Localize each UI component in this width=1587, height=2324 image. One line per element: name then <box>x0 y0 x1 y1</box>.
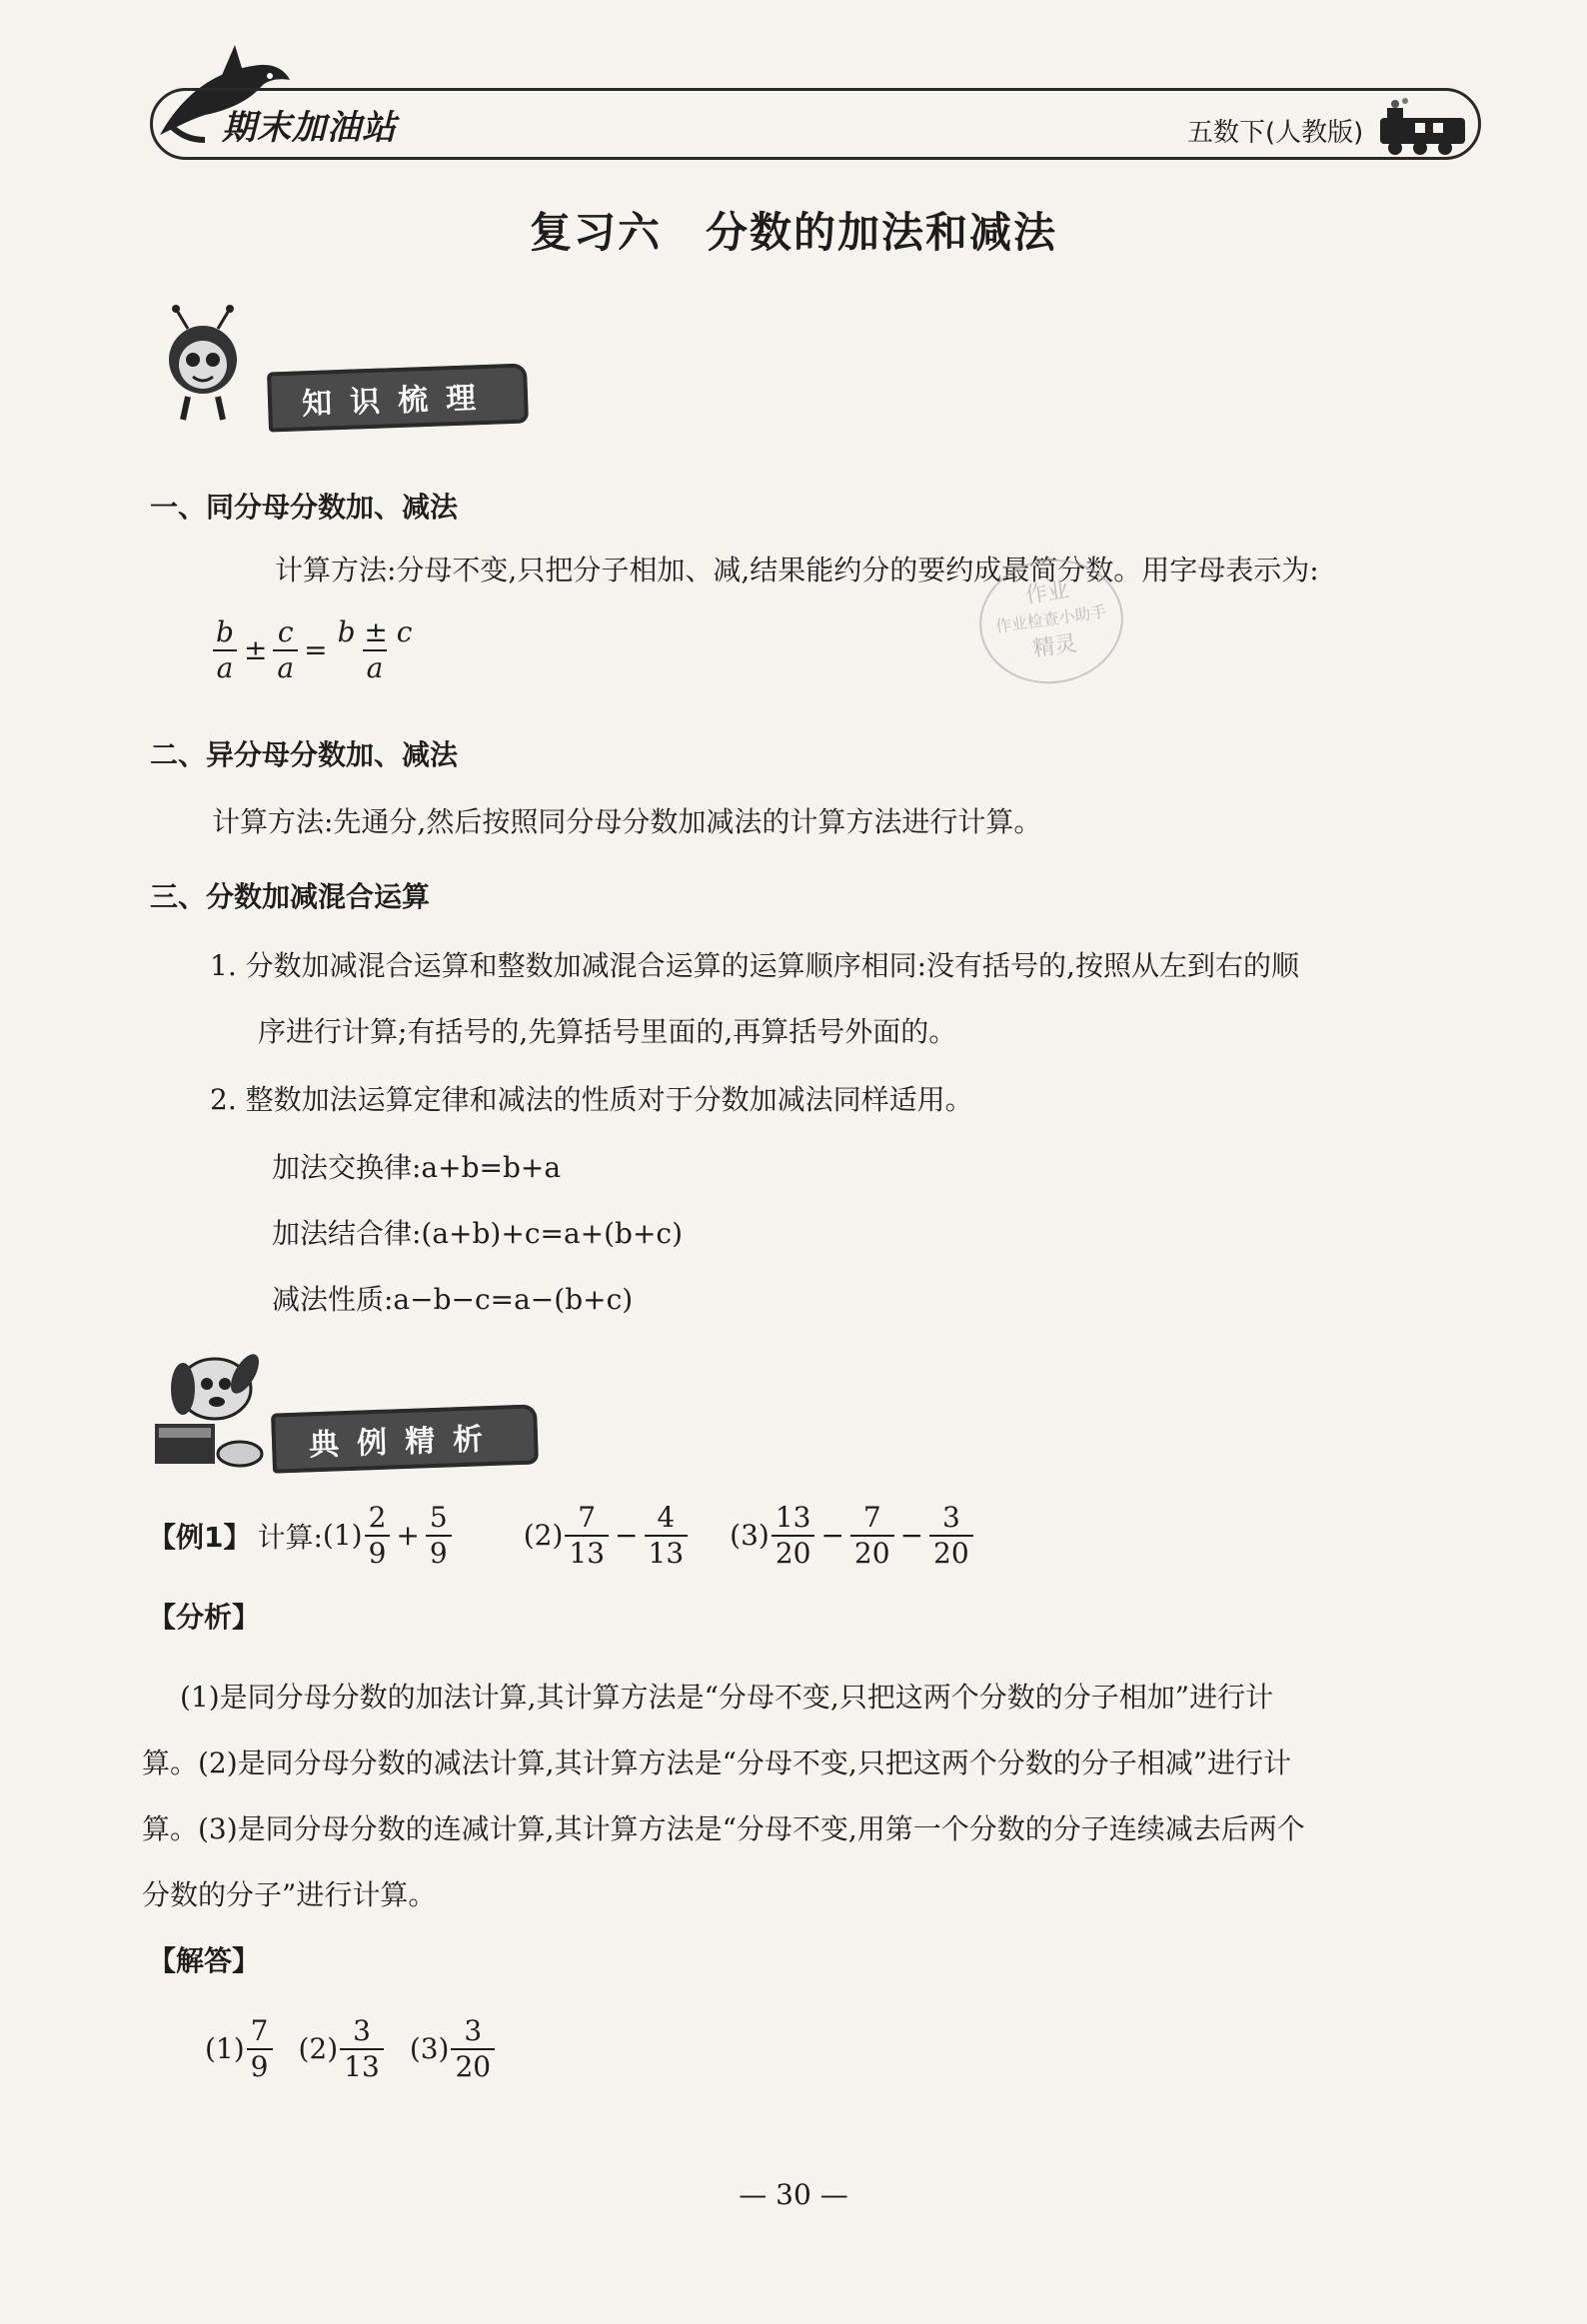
heading-mixed-operations: 三、分数加减混合运算 <box>150 880 431 913</box>
page-number: — 30 — <box>739 2178 848 2211</box>
answer-2-label: (2) <box>298 2032 339 2066</box>
answer-1-fraction: $\frac{7}{9}$ <box>247 2014 273 2083</box>
q2-label: (2) <box>523 1519 564 1553</box>
page-title: 复习六 分数的加法和减法 <box>529 208 1057 257</box>
q2-operator: − <box>615 1519 639 1553</box>
q1-label: (1) <box>322 1519 363 1553</box>
plus-minus-sign: ± <box>243 633 268 667</box>
method-same-denominator: 计算方法:分母不变,只把分子相加、减,结果能约分的要约成最简分数。用字母表示为: <box>275 554 1319 586</box>
answer-label: 【解答】 <box>148 1944 261 1977</box>
answer-1-label: (1) <box>205 2032 245 2066</box>
fraction-c-over-a: $\frac{c}{a}$ <box>273 615 298 684</box>
fraction-result: $\frac{b \pm c}{a}$ <box>337 615 413 684</box>
series-title: 期末加油站 <box>222 108 397 148</box>
answer-3-fraction: $\frac{3}{20}$ <box>451 2014 495 2083</box>
q2-fraction-1: $\frac{7}{13}$ <box>565 1501 609 1570</box>
q3-operator-2: − <box>899 1519 924 1553</box>
q3-fraction-1: $\frac{13}{20}$ <box>772 1501 815 1570</box>
dog-mascot-icon <box>145 1344 275 1469</box>
q3-label: (3) <box>730 1519 770 1553</box>
rule-1-line-a: 1. 分数加减混合运算和整数加减混合运算的运算顺序相同:没有括号的,按照从左到右的顺 <box>210 949 1299 982</box>
method-diff-denominator: 计算方法:先通分,然后按照同分母分数加减法的计算方法进行计算。 <box>212 805 1042 838</box>
analysis-line-2: 算。(2)是同分母分数的减法计算,其计算方法是“分母不变,只把这两个分数的分子相减”进行计 <box>142 1746 1292 1779</box>
train-icon <box>1375 98 1475 158</box>
equals-sign: = <box>304 633 328 667</box>
q1-operator: + <box>396 1519 420 1553</box>
analysis-label: 【分析】 <box>148 1601 261 1634</box>
fraction-b-over-a: $\frac{b}{a}$ <box>212 615 238 684</box>
answer-2-fraction: $\frac{3}{13}$ <box>340 2014 384 2083</box>
q3-operator-1: − <box>820 1519 844 1553</box>
q1-fraction-2: $\frac{5}{9}$ <box>426 1501 452 1570</box>
bee-mascot-icon <box>148 305 258 425</box>
grade-label: 五数下(人教版) <box>1187 118 1364 148</box>
q3-fraction-2: $\frac{7}{20}$ <box>850 1501 894 1570</box>
heading-diff-denominator: 二、异分母分数加、减法 <box>150 738 459 771</box>
answers-row <box>205 2014 497 2083</box>
rule-1-line-b: 序进行计算;有括号的,先算括号里面的,再算括号外面的。 <box>258 1015 957 1048</box>
example-label: 【例1】 <box>148 1520 252 1554</box>
banner-knowledge <box>267 363 529 432</box>
formula-same-denominator <box>210 615 418 684</box>
analysis-line-3: 算。(3)是同分母分数的连减计算,其计算方法是“分母不变,用第一个分数的分子连续减去后两个 <box>142 1812 1305 1845</box>
heading-same-denominator: 一、同分母分数加、减法 <box>150 491 459 524</box>
banner-examples <box>271 1404 539 1473</box>
example-1 <box>148 1501 975 1570</box>
rule-2: 2. 整数加法运算定律和减法的性质对于分数加减法同样适用。 <box>210 1083 973 1116</box>
analysis-line-4: 分数的分子”进行计算。 <box>142 1878 437 1911</box>
banner-examples-text: 典例精析 <box>308 1421 502 1464</box>
example-prefix: 计算: <box>257 1520 323 1554</box>
stamp-watermark: 作业 作业检查小助手 精灵 <box>971 551 1131 693</box>
banner-knowledge-text: 知识梳理 <box>301 380 495 423</box>
q1-fraction-1: $\frac{2}{9}$ <box>365 1501 391 1570</box>
law-subtraction: 减法性质:a−b−c=a−(b+c) <box>272 1283 634 1316</box>
q2-fraction-2: $\frac{4}{13}$ <box>645 1501 689 1570</box>
law-commutative: 加法交换律:a+b=b+a <box>272 1151 562 1184</box>
q3-fraction-3: $\frac{3}{20}$ <box>929 1501 973 1570</box>
analysis-line-1: (1)是同分母分数的加法计算,其计算方法是“分母不变,只把这两个分数的分子相加”进行计 <box>180 1681 1274 1714</box>
law-associative: 加法结合律:(a+b)+c=a+(b+c) <box>272 1217 684 1250</box>
answer-3-label: (3) <box>409 2032 450 2066</box>
